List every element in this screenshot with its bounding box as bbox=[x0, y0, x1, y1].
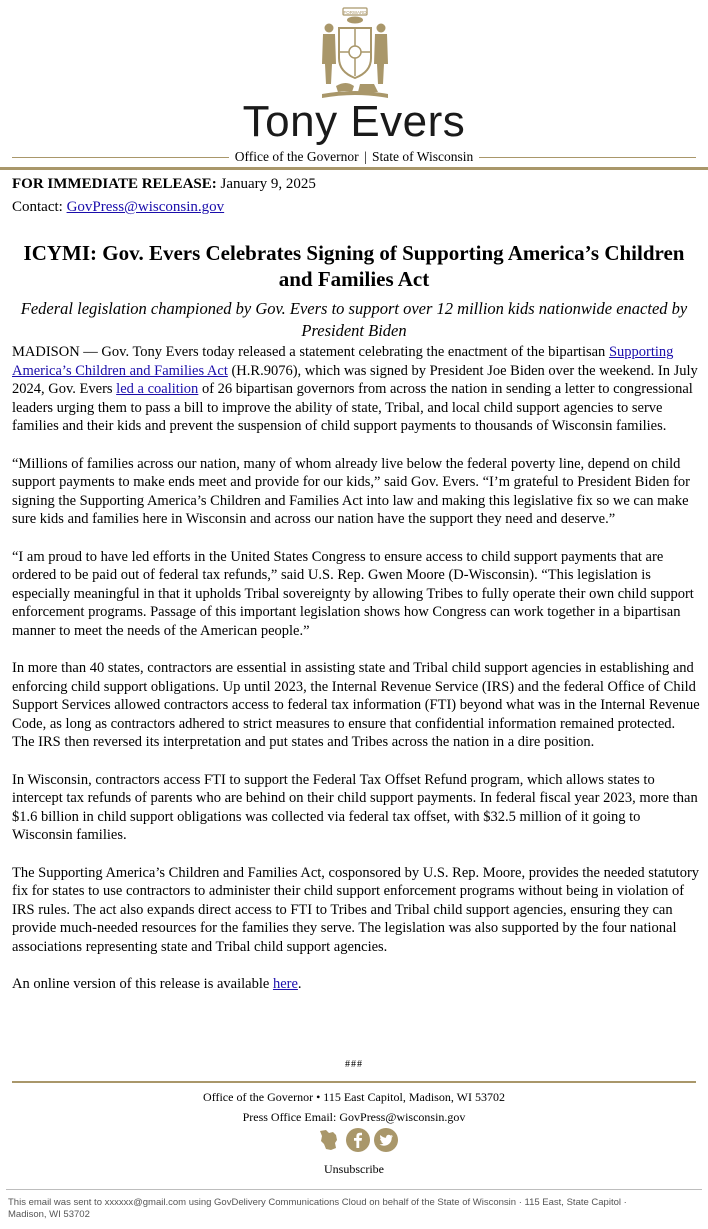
end-marks: ### bbox=[345, 1059, 363, 1070]
unsubscribe-link-wrapper[interactable] bbox=[0, 1161, 708, 1177]
body-paragraph bbox=[12, 343, 700, 436]
office-name: Office of the Governor bbox=[234, 149, 359, 164]
header-divider bbox=[0, 167, 708, 170]
body-paragraph: The Supporting America’s Children and Families Act, cosponsored by U.S. Rep. Moore, provides the needed statutory fix for states to use contractors to administer their child support enforcement programs without being in violation of IRS rules. The act also expands direct access to FTI to Tribes and Tribal child support agencies, ensuring they can provide much-needed resources for the families they serve. The legislation was also supported by the four national associations representing state and Tribal child support agencies. bbox=[12, 864, 700, 955]
svg-text:FORWARD: FORWARD bbox=[343, 10, 367, 15]
body-paragraph: In Wisconsin, contractors access FTI to support the Federal Tax Offset Refund program, which allows states to intercept tax refunds of parents who are behind on their child support payments. In federal fiscal year 2023, more than $1.6 billion in child support obligations was collected via federal tax offset, with $32.5 million of it going to Wisconsin families. bbox=[12, 771, 698, 844]
body-text: An online version of this release is available bbox=[12, 976, 273, 993]
subtitle-separator: | bbox=[363, 149, 367, 164]
footer-divider bbox=[12, 1081, 696, 1083]
email-disclaimer: This email was sent to xxxxxx@gmail.com using GovDelivery Communications Cloud on behalf of the State of Wisconsin · 115 East, State Capitol · Madison, WI 53702 bbox=[8, 1197, 627, 1220]
office-subtitle bbox=[12, 148, 696, 166]
body-text: . bbox=[297, 976, 302, 993]
state-name: State of Wisconsin bbox=[372, 149, 474, 164]
body-text: of 26 bipartisan governors from across the nation in sending a letter to congressional leaders urging them to pass a bill to improve the ability of state, Tribal, and local child support agencies to serve families and their kids and prevent the suspension of child support payments to thousands of Wisconsin families. bbox=[12, 381, 693, 435]
online-version-link[interactable]: here bbox=[272, 976, 298, 993]
header bbox=[0, 0, 708, 172]
press-release-body bbox=[12, 343, 700, 1012]
facebook-icon[interactable] bbox=[345, 1127, 371, 1153]
body-text: MADISON — Gov. Tony Evers today released a statement celebrating the enactment of the bipartisan bbox=[12, 344, 609, 360]
release-label: FOR IMMEDIATE RELEASE: bbox=[12, 176, 217, 192]
contact-label: Contact: bbox=[12, 199, 63, 215]
footer-address: Office of the Governor • 115 East Capitol, Madison, WI 53702 bbox=[203, 1090, 505, 1104]
release-meta bbox=[12, 173, 702, 219]
release-date: January 9, 2025 bbox=[220, 176, 316, 192]
twitter-icon[interactable] bbox=[373, 1127, 399, 1153]
press-release-headline: ICYMI: Gov. Evers Celebrates Signing of Supporting America’s Children and Families Act bbox=[23, 241, 685, 291]
press-release-subheadline: Federal legislation championed by Gov. Evers to support over 12 million kids nationwide enacted by President Biden bbox=[20, 299, 688, 340]
body-paragraph bbox=[12, 975, 700, 994]
contact-email-link[interactable]: GovPress@wisconsin.gov bbox=[66, 199, 225, 215]
disclaimer-divider bbox=[6, 1189, 702, 1190]
governor-name: Tony Evers bbox=[242, 97, 466, 146]
body-text: (H.R.9076), which was signed by President Joe Biden over the weekend. In July 2024, Gov. Evers bbox=[12, 362, 698, 398]
unsubscribe-link[interactable]: Unsubscribe bbox=[324, 1162, 384, 1176]
coalition-link[interactable]: led a coalition bbox=[116, 381, 199, 398]
body-paragraph: “I am proud to have led efforts in the United States Congress to ensure access to child support payments that are ordered to be paid out of federal tax refunds,” said U.S. Rep. Gwen Moore (D-Wisconsin). “This legislation is especially meaningful in that it upholds Tribal sovereignty by allowing Tribes to fully operate their own child support enforcement programs. Passage of this important legislation shows how Congress can work together in a bipartisan manner to meet the needs of the American people.” bbox=[12, 548, 694, 639]
body-paragraph: In more than 40 states, contractors are essential in assisting state and Tribal child support agencies in establishing and enforcing child support obligations. Up until 2023, the Internal Revenue Service (IRS) and the federal Office of Child Support Services allowed contractors access to federal tax information (FTI) beyond what was in the Internal Revenue Code, as long as contractors adhered to strict measures to ensure that confidential information remained protected. The IRS then reversed its interpretation and put states and Tribes across the nation in a dire position. bbox=[12, 660, 700, 751]
wisconsin-state-icon[interactable] bbox=[316, 1127, 342, 1153]
office-subtitle-row bbox=[12, 148, 696, 166]
release-date-line bbox=[12, 173, 702, 196]
contact-line bbox=[12, 196, 702, 219]
wisconsin-seal-logo bbox=[312, 6, 398, 100]
body-paragraph: “Millions of families across our nation, many of whom already live below the federal poverty line, depend on child support payments to make ends meet and provide for our kids,” said Gov. Evers. “I’m grateful to President Biden for signing the Supporting America’s Children and Families Act into law and making this legislative fix so we can make sure kids and families here in Wisconsin and across our nation have the support they need and deserve.” bbox=[12, 455, 690, 528]
act-link[interactable]: Supporting America’s Children and Families Act bbox=[12, 344, 674, 379]
footer-press-email: Press Office Email: GovPress@wisconsin.gov bbox=[242, 1110, 466, 1124]
